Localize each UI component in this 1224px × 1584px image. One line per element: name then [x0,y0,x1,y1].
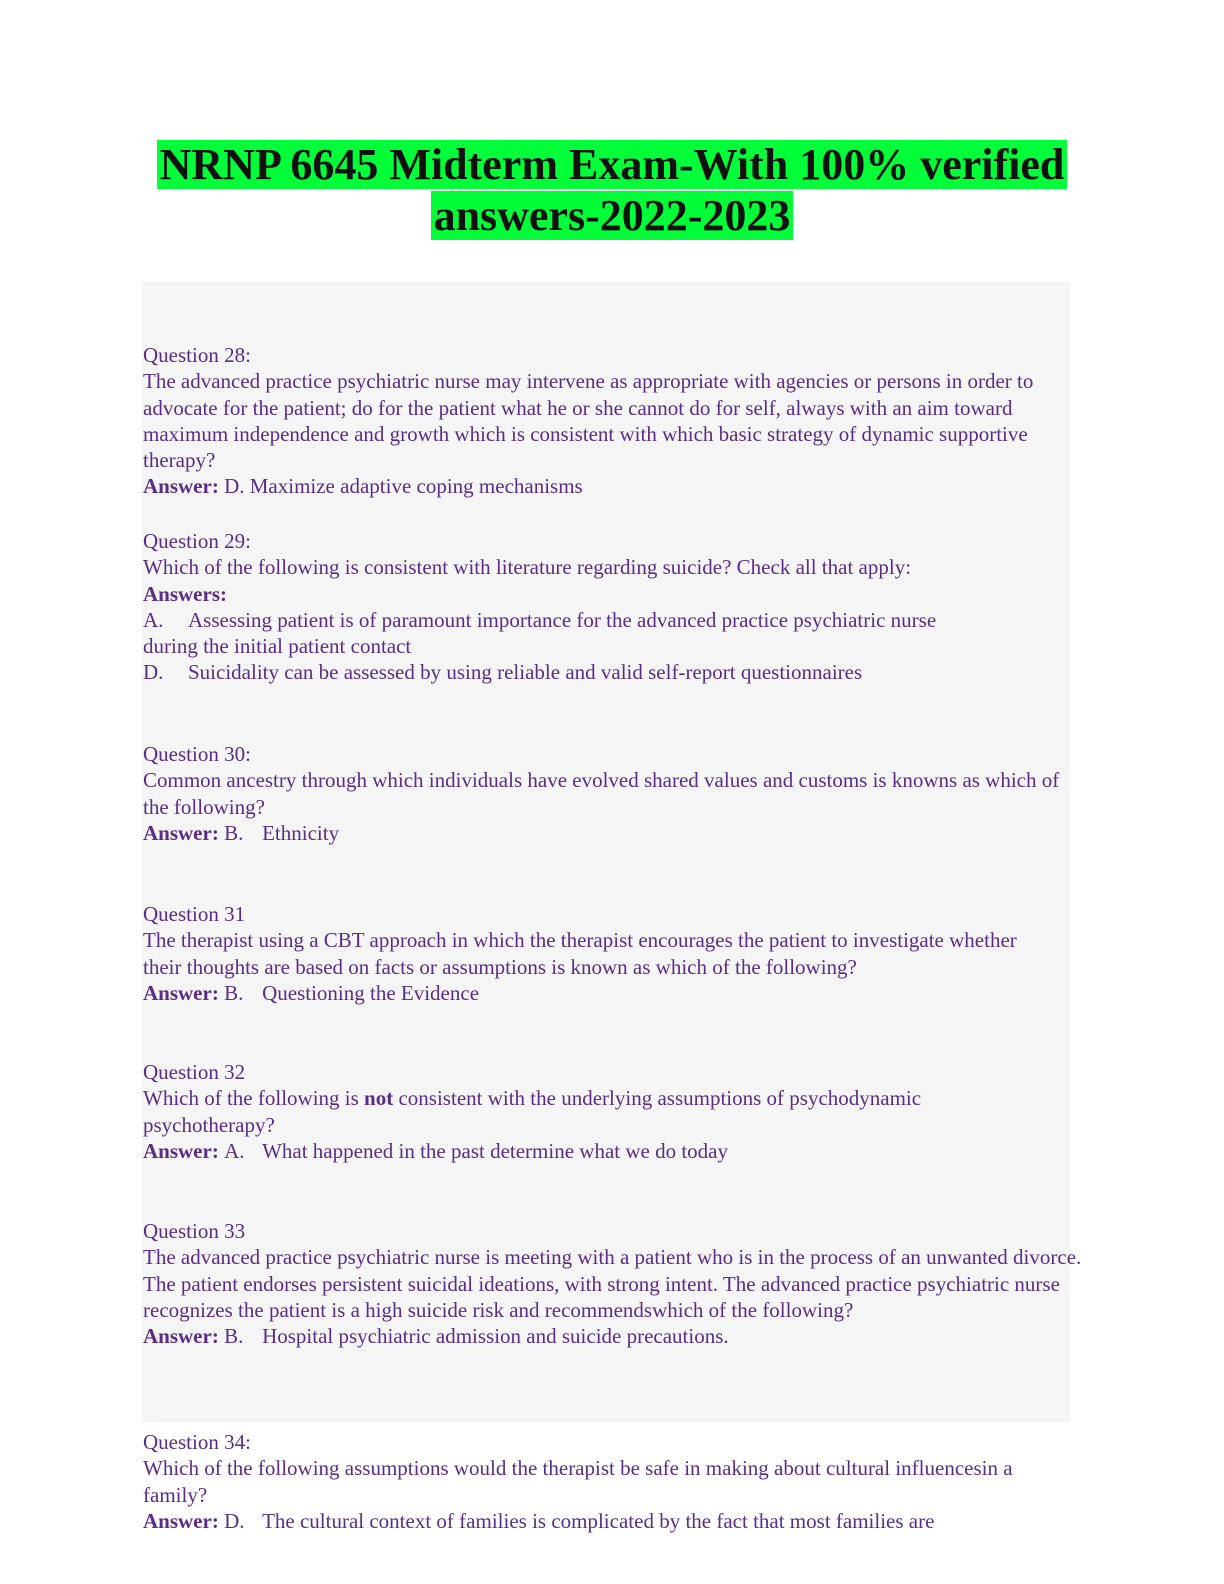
question-31 [143,901,1043,1006]
answer-text: D. Maximize adaptive coping mechanisms [218,474,583,499]
question-28 [143,342,1063,500]
answer-line [143,1323,1083,1349]
document-title [0,139,1224,241]
answer-line [143,980,1043,1006]
answer-letter: B. [224,1324,244,1349]
answer-label: Answer: [143,980,219,1005]
question-text [143,1085,1043,1138]
answer-text: What happened in the past determine what we do today [262,1138,729,1163]
answer-label: Answer: [143,1138,219,1163]
question-text: Common ancestry through which individuals have evolved shared values and customs is knowns as which of the following? [143,768,1060,819]
question-label: Question 30: [143,742,251,766]
question-label: Question 31 [143,902,246,926]
answer-text: Ethnicity [262,820,340,845]
answer-line [143,1508,1073,1534]
answer-label: Answer: [143,1508,219,1533]
emphasis-not: not [364,1086,394,1111]
title-line-2: answers-2022-2023 [431,191,794,240]
answer-line [143,473,1063,499]
option-letter: D. [143,660,164,685]
answer-letter: B. [224,980,244,1005]
answer-option-continued: during the initial patient contact [143,634,412,659]
answer-option [143,607,1083,633]
question-text: The advanced practice psychiatric nurse is meeting with a patient who is in the process of an unwanted divorce. The patient endorses persistent suicidal ideations, with strong intent. The advanced practice psychiatric nurse recognizes the patient is a high suicide risk and recommendswhich of the following? [143,1245,1082,1322]
answer-line [143,820,1063,846]
title-line-1: NRNP 6645 Midterm Exam-With 100% verified [157,140,1068,189]
option-text: Suicidality can be assessed by using reliable and valid self-report questionnaires [188,660,863,685]
option-text: Assessing patient is of paramount importance for the advanced practice psychiatric nurse [188,607,937,632]
answer-label: Answer: [143,1324,219,1349]
answer-text: Hospital psychiatric admission and suicide precautions. [262,1324,729,1349]
question-34 [143,1429,1073,1534]
answer-line [143,1138,1043,1164]
question-label: Question 33 [143,1219,246,1243]
question-text: The therapist using a CBT approach in which the therapist encourages the patient to investigate whether their thoughts are based on facts or assumptions is known as which of the following? [143,928,1017,979]
answer-text: Questioning the Evidence [262,980,480,1005]
answer-text: The cultural context of families is complicated by the fact that most families are [262,1508,935,1533]
question-text-part: consistent with the underlying assumptions of psychodynamic psychotherapy? [143,1086,922,1137]
question-32 [143,1059,1043,1164]
answer-letter: B. [224,820,244,845]
question-30 [143,741,1063,846]
question-text: The advanced practice psychiatric nurse may intervene as appropriate with agencies or persons in order to advocate for the patient; do for the patient what he or she cannot do for self, always with an aim toward maximum independence and growth which is consistent with which basic strategy of dynamic supportive therapy? [143,369,1034,473]
answers-label: Answers: [143,581,227,606]
question-text: Which of the following is consistent with literature regarding suicide? Check all that apply: [143,555,912,580]
question-label: Question 29: [143,529,251,553]
question-label: Question 28: [143,343,251,367]
answer-letter: A. [224,1138,245,1163]
question-33 [143,1218,1083,1349]
answer-label: Answer: [143,820,219,845]
question-29 [143,528,1083,686]
question-label: Question 32 [143,1060,246,1084]
answer-label: Answer: [143,474,219,499]
answer-option [143,659,1083,685]
question-text: Which of the following assumptions would the therapist be safe in making about cultural influencesin a family? [143,1456,1013,1507]
answer-letter: D. [224,1508,245,1533]
question-text-part: Which of the following is [143,1086,365,1111]
option-letter: A. [143,607,164,632]
question-label: Question 34: [143,1430,251,1454]
